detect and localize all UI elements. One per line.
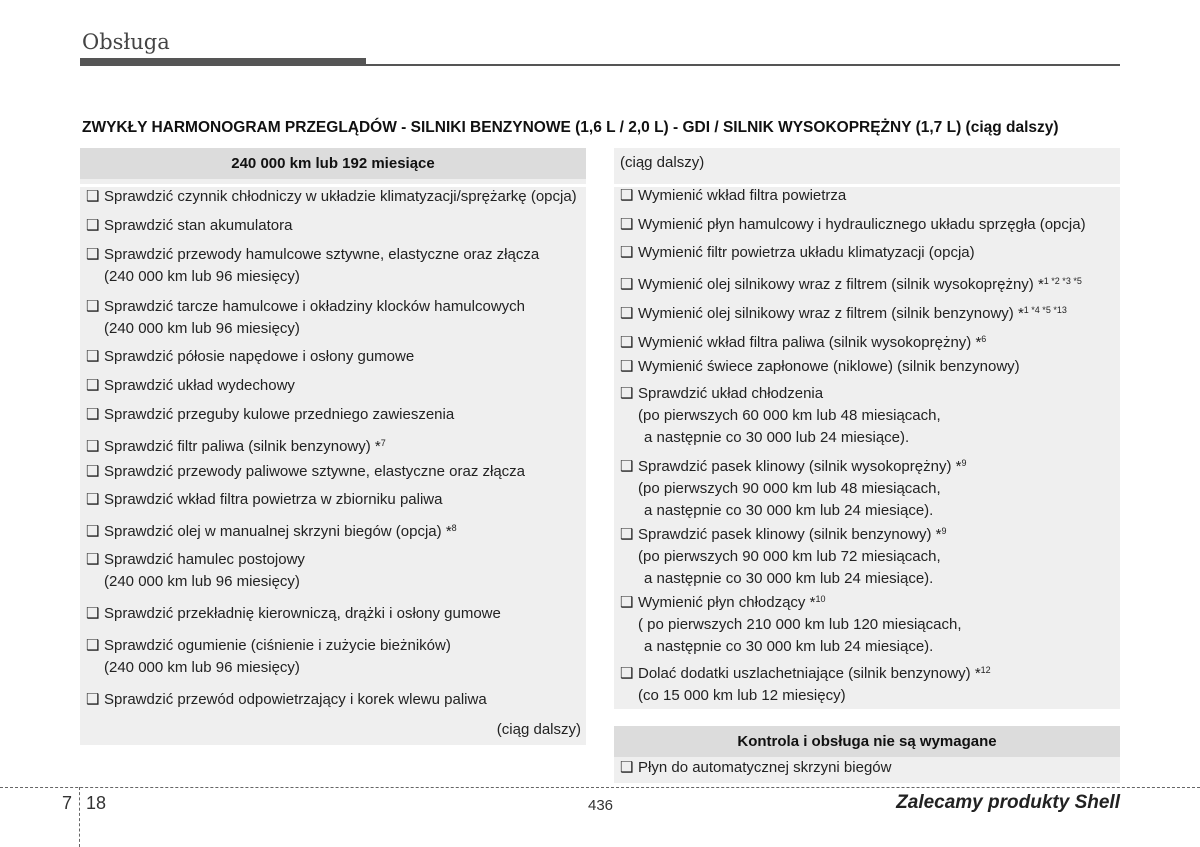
- list-item: ❑ Wymienić olej silnikowy wraz z filtrem (silnik benzynowy) *$^{1 *4 *5 *13}$: [620, 299, 1067, 325]
- checkbox-icon: ❑: [86, 298, 100, 315]
- checkbox-icon: ❑: [86, 246, 100, 263]
- box-header: Kontrola i obsługa nie są wymagane: [614, 726, 1120, 757]
- checkbox-icon: ❑: [86, 188, 100, 205]
- checkbox-icon: ❑: [86, 348, 100, 365]
- footer-dashed-rule: [0, 787, 1200, 788]
- checkbox-icon: ❑: [86, 523, 100, 540]
- list-item: ❑ Wymienić płyn chłodzący *$^{10}$ ( po pierwszych 210 000 km lub 120 miesiącach, a następnie co 30 000 km lub 24 miesiące).: [620, 594, 962, 655]
- checkbox-icon: ❑: [620, 276, 634, 293]
- list-item: ❑ Wymienić filtr powietrza układu klimatyzacji (opcja): [620, 242, 975, 264]
- box-header: 240 000 km lub 192 miesiące: [80, 148, 586, 179]
- checkbox-icon: ❑: [620, 305, 634, 322]
- list-item: ❑ Sprawdzić pasek klinowy (silnik wysokoprężny) *$^9$ (po pierwszych 90 000 km lub 48 miesiącach, a następnie co 30 000 km lub 24 miesiące).: [620, 458, 967, 519]
- list-item: ❑ Sprawdzić przewody hamulcowe sztywne, elastyczne oraz złącza (240 000 km lub 96 miesięcy): [86, 246, 540, 285]
- checkbox-icon: ❑: [620, 594, 634, 611]
- checkbox-icon: ❑: [620, 244, 634, 261]
- list-item: ❑ Sprawdzić stan akumulatora: [86, 215, 292, 237]
- document-page-number: 436: [588, 797, 614, 814]
- checkbox-icon: ❑: [620, 759, 634, 776]
- list-item: ❑ Sprawdzić wkład filtra powietrza w zbiorniku paliwa: [86, 489, 442, 511]
- checkbox-icon: ❑: [86, 217, 100, 234]
- checkbox-icon: ❑: [620, 334, 634, 351]
- checkbox-icon: ❑: [620, 358, 634, 375]
- schedule-box-continued: [614, 148, 1120, 709]
- list-item: ❑ Sprawdzić przeguby kulowe przedniego zawieszenia: [86, 404, 454, 426]
- chapter-number: 7: [62, 793, 73, 813]
- checkbox-icon: ❑: [620, 458, 634, 475]
- list-item: ❑ Sprawdzić olej w manualnej skrzyni biegów (opcja) *$^8$: [86, 517, 457, 543]
- no-service-box: [614, 726, 1120, 783]
- list-item: ❑ Sprawdzić przekładnię kierowniczą, drążki i osłony gumowe: [86, 603, 501, 625]
- list-item: ❑ Płyn do automatycznej skrzyni biegów: [620, 757, 891, 779]
- checkbox-icon: ❑: [86, 377, 100, 394]
- list-item: ❑ Sprawdzić czynnik chłodniczy w układzie klimatyzacji/sprężarkę (opcja): [86, 186, 577, 208]
- header-rule: [366, 64, 1120, 66]
- checkbox-icon: ❑: [620, 526, 634, 543]
- brand-slogan: Zalecamy produkty Shell: [896, 792, 1120, 813]
- checkbox-icon: ❑: [86, 605, 100, 622]
- page-heading: ZWYKŁY HARMONOGRAM PRZEGLĄDÓW - SILNIKI BENZYNOWE (1,6 L / 2,0 L) - GDI / SILNIK WYSOKOPRĘŻNY (1,7 L) (ciąg dalszy): [82, 119, 1059, 136]
- checkbox-icon: ❑: [86, 406, 100, 423]
- list-item: ❑ Dolać dodatki uszlachetniające (silnik benzynowy) *$^{12}$ (co 15 000 km lub 12 miesięcy): [620, 665, 991, 704]
- checkbox-icon: ❑: [86, 551, 100, 568]
- continued-label: (ciąg dalszy): [620, 154, 705, 171]
- list-item: ❑ Wymienić płyn hamulcowy i hydraulicznego układu sprzęgła (opcja): [620, 214, 1086, 236]
- list-item: ❑ Sprawdzić filtr paliwa (silnik benzynowy) *$^7$: [86, 432, 386, 458]
- list-item: ❑ Sprawdzić hamulec postojowy (240 000 km lub 96 miesięcy): [86, 551, 305, 590]
- checkbox-icon: ❑: [620, 187, 634, 204]
- header-bar: [80, 58, 366, 66]
- checkbox-icon: ❑: [86, 463, 100, 480]
- list-item: ❑ Sprawdzić ogumienie (ciśnienie i zużycie bieżników) (240 000 km lub 96 miesięcy): [86, 637, 451, 676]
- continued-label: (ciąg dalszy): [496, 721, 581, 738]
- list-item: ❑ Sprawdzić tarcze hamulcowe i okładziny klocków hamulcowych (240 000 km lub 96 miesięcy): [86, 298, 526, 337]
- list-item: ❑ Wymienić świece zapłonowe (niklowe) (silnik benzynowy): [620, 356, 1020, 378]
- checkbox-icon: ❑: [86, 491, 100, 508]
- list-item: ❑ Wymienić olej silnikowy wraz z filtrem (silnik wysokoprężny) *$^{1 *2 *3 *5}$: [620, 270, 1082, 296]
- list-item: ❑ Sprawdzić pasek klinowy (silnik benzynowy) *$^9$ (po pierwszych 90 000 km lub 72 miesiącach, a następnie co 30 000 km lub 24 miesiące).: [620, 526, 947, 587]
- list-item: ❑ Sprawdzić układ wydechowy: [86, 375, 295, 397]
- list-item: ❑ Wymienić wkład filtra paliwa (silnik wysokoprężny) *$^6$: [620, 328, 986, 354]
- checkbox-icon: ❑: [620, 665, 634, 682]
- checkbox-icon: ❑: [620, 385, 634, 402]
- footer-dashed-divider: [79, 787, 80, 847]
- section-title: Obsługa: [82, 30, 170, 54]
- checkbox-icon: ❑: [86, 637, 100, 654]
- list-item: ❑ Sprawdzić przewód odpowietrzający i korek wlewu paliwa: [86, 689, 487, 711]
- list-item: ❑ Wymienić wkład filtra powietrza: [620, 185, 846, 207]
- checkbox-icon: ❑: [86, 438, 100, 455]
- checkbox-icon: ❑: [620, 216, 634, 233]
- checkbox-icon: ❑: [86, 691, 100, 708]
- list-item: ❑ Sprawdzić półosie napędowe i osłony gumowe: [86, 346, 414, 368]
- list-item: ❑ Sprawdzić układ chłodzenia (po pierwszych 60 000 km lub 48 miesiącach, a następnie co 30 000 lub 24 miesiące).: [620, 385, 941, 446]
- list-item: ❑ Sprawdzić przewody paliwowe sztywne, elastyczne oraz złącza: [86, 461, 525, 483]
- schedule-box-240000: [80, 148, 586, 745]
- page-number: 18: [86, 793, 107, 813]
